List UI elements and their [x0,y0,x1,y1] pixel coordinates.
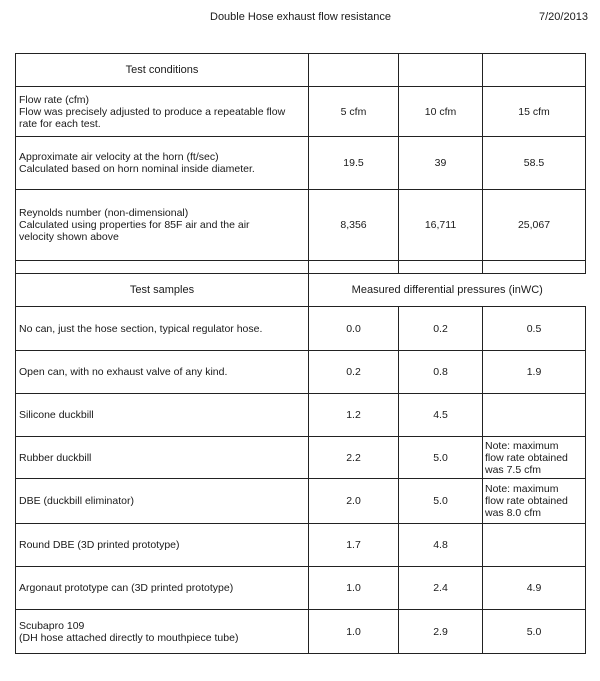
pressure-value: 2.2 [309,437,399,479]
pressure-value: 0.0 [309,307,399,351]
condition-value: 25,067 [483,190,586,261]
pressure-value: 4.8 [399,524,483,567]
pressure-value [483,394,586,437]
condition-value: 58.5 [483,137,586,190]
results-table [15,53,586,654]
pressure-value: 1.2 [309,394,399,437]
pressure-value: 2.0 [309,479,399,524]
pressure-value: 2.9 [399,610,483,654]
pressure-value: 4.5 [399,394,483,437]
sample-label: Silicone duckbill [16,394,309,437]
pressure-value: 0.8 [399,351,483,394]
max-flow-note: Note: maximum flow rate obtained was 8.0 cfm [483,479,586,524]
pressure-value: 5.0 [399,437,483,479]
page-date: 7/20/2013 [539,11,588,23]
condition-value: 15 cfm [483,87,586,137]
sample-row [16,394,586,437]
condition-label: Approximate air velocity at the horn (ft/sec) Calculated based on horn nominal inside diameter. [16,137,309,190]
pressure-value: 1.0 [309,567,399,610]
sample-label: Rubber duckbill [16,437,309,479]
condition-value: 39 [399,137,483,190]
sample-row [16,351,586,394]
condition-value: 10 cfm [399,87,483,137]
sample-label: Argonaut prototype can (3D printed prototype) [16,567,309,610]
conditions-heading: Test conditions [16,54,309,87]
condition-row-flow-rate [16,87,586,137]
condition-value: 19.5 [309,137,399,190]
condition-row-velocity [16,137,586,190]
pressure-value: 1.7 [309,524,399,567]
page-title: Double Hose exhaust flow resistance [210,11,391,23]
sample-label: Round DBE (3D printed prototype) [16,524,309,567]
sample-label: Scubapro 109 (DH hose attached directly to mouthpiece tube) [16,610,309,654]
condition-value: 16,711 [399,190,483,261]
samples-heading: Test samples [16,274,309,307]
pressure-value: 4.9 [483,567,586,610]
samples-header-row [16,274,586,307]
sample-label: No can, just the hose section, typical regulator hose. [16,307,309,351]
spacer-row [16,261,586,274]
condition-label: Flow rate (cfm) Flow was precisely adjusted to produce a repeatable flow rate for each test. [16,87,309,137]
pressure-value: 1.0 [309,610,399,654]
condition-label: Reynolds number (non-dimensional) Calculated using properties for 85F air and the air velocity shown above [16,190,309,261]
sample-row [16,479,586,524]
pressure-value: 0.2 [309,351,399,394]
condition-row-reynolds [16,190,586,261]
sample-row [16,307,586,351]
pressure-value: 5.0 [399,479,483,524]
sample-row [16,524,586,567]
conditions-header-row [16,54,586,87]
pressure-value [483,524,586,567]
pressure-value: 0.5 [483,307,586,351]
pressure-value: 0.2 [399,307,483,351]
condition-value: 8,356 [309,190,399,261]
sample-row [16,567,586,610]
sample-label: DBE (duckbill eliminator) [16,479,309,524]
sample-row [16,610,586,654]
sample-row [16,437,586,479]
pressure-heading: Measured differential pressures (inWC) [351,284,543,296]
pressure-value: 2.4 [399,567,483,610]
max-flow-note: Note: maximum flow rate obtained was 7.5 cfm [483,437,586,479]
pressure-value: 5.0 [483,610,586,654]
pressure-value: 1.9 [483,351,586,394]
sample-label: Open can, with no exhaust valve of any kind. [16,351,309,394]
condition-value: 5 cfm [309,87,399,137]
